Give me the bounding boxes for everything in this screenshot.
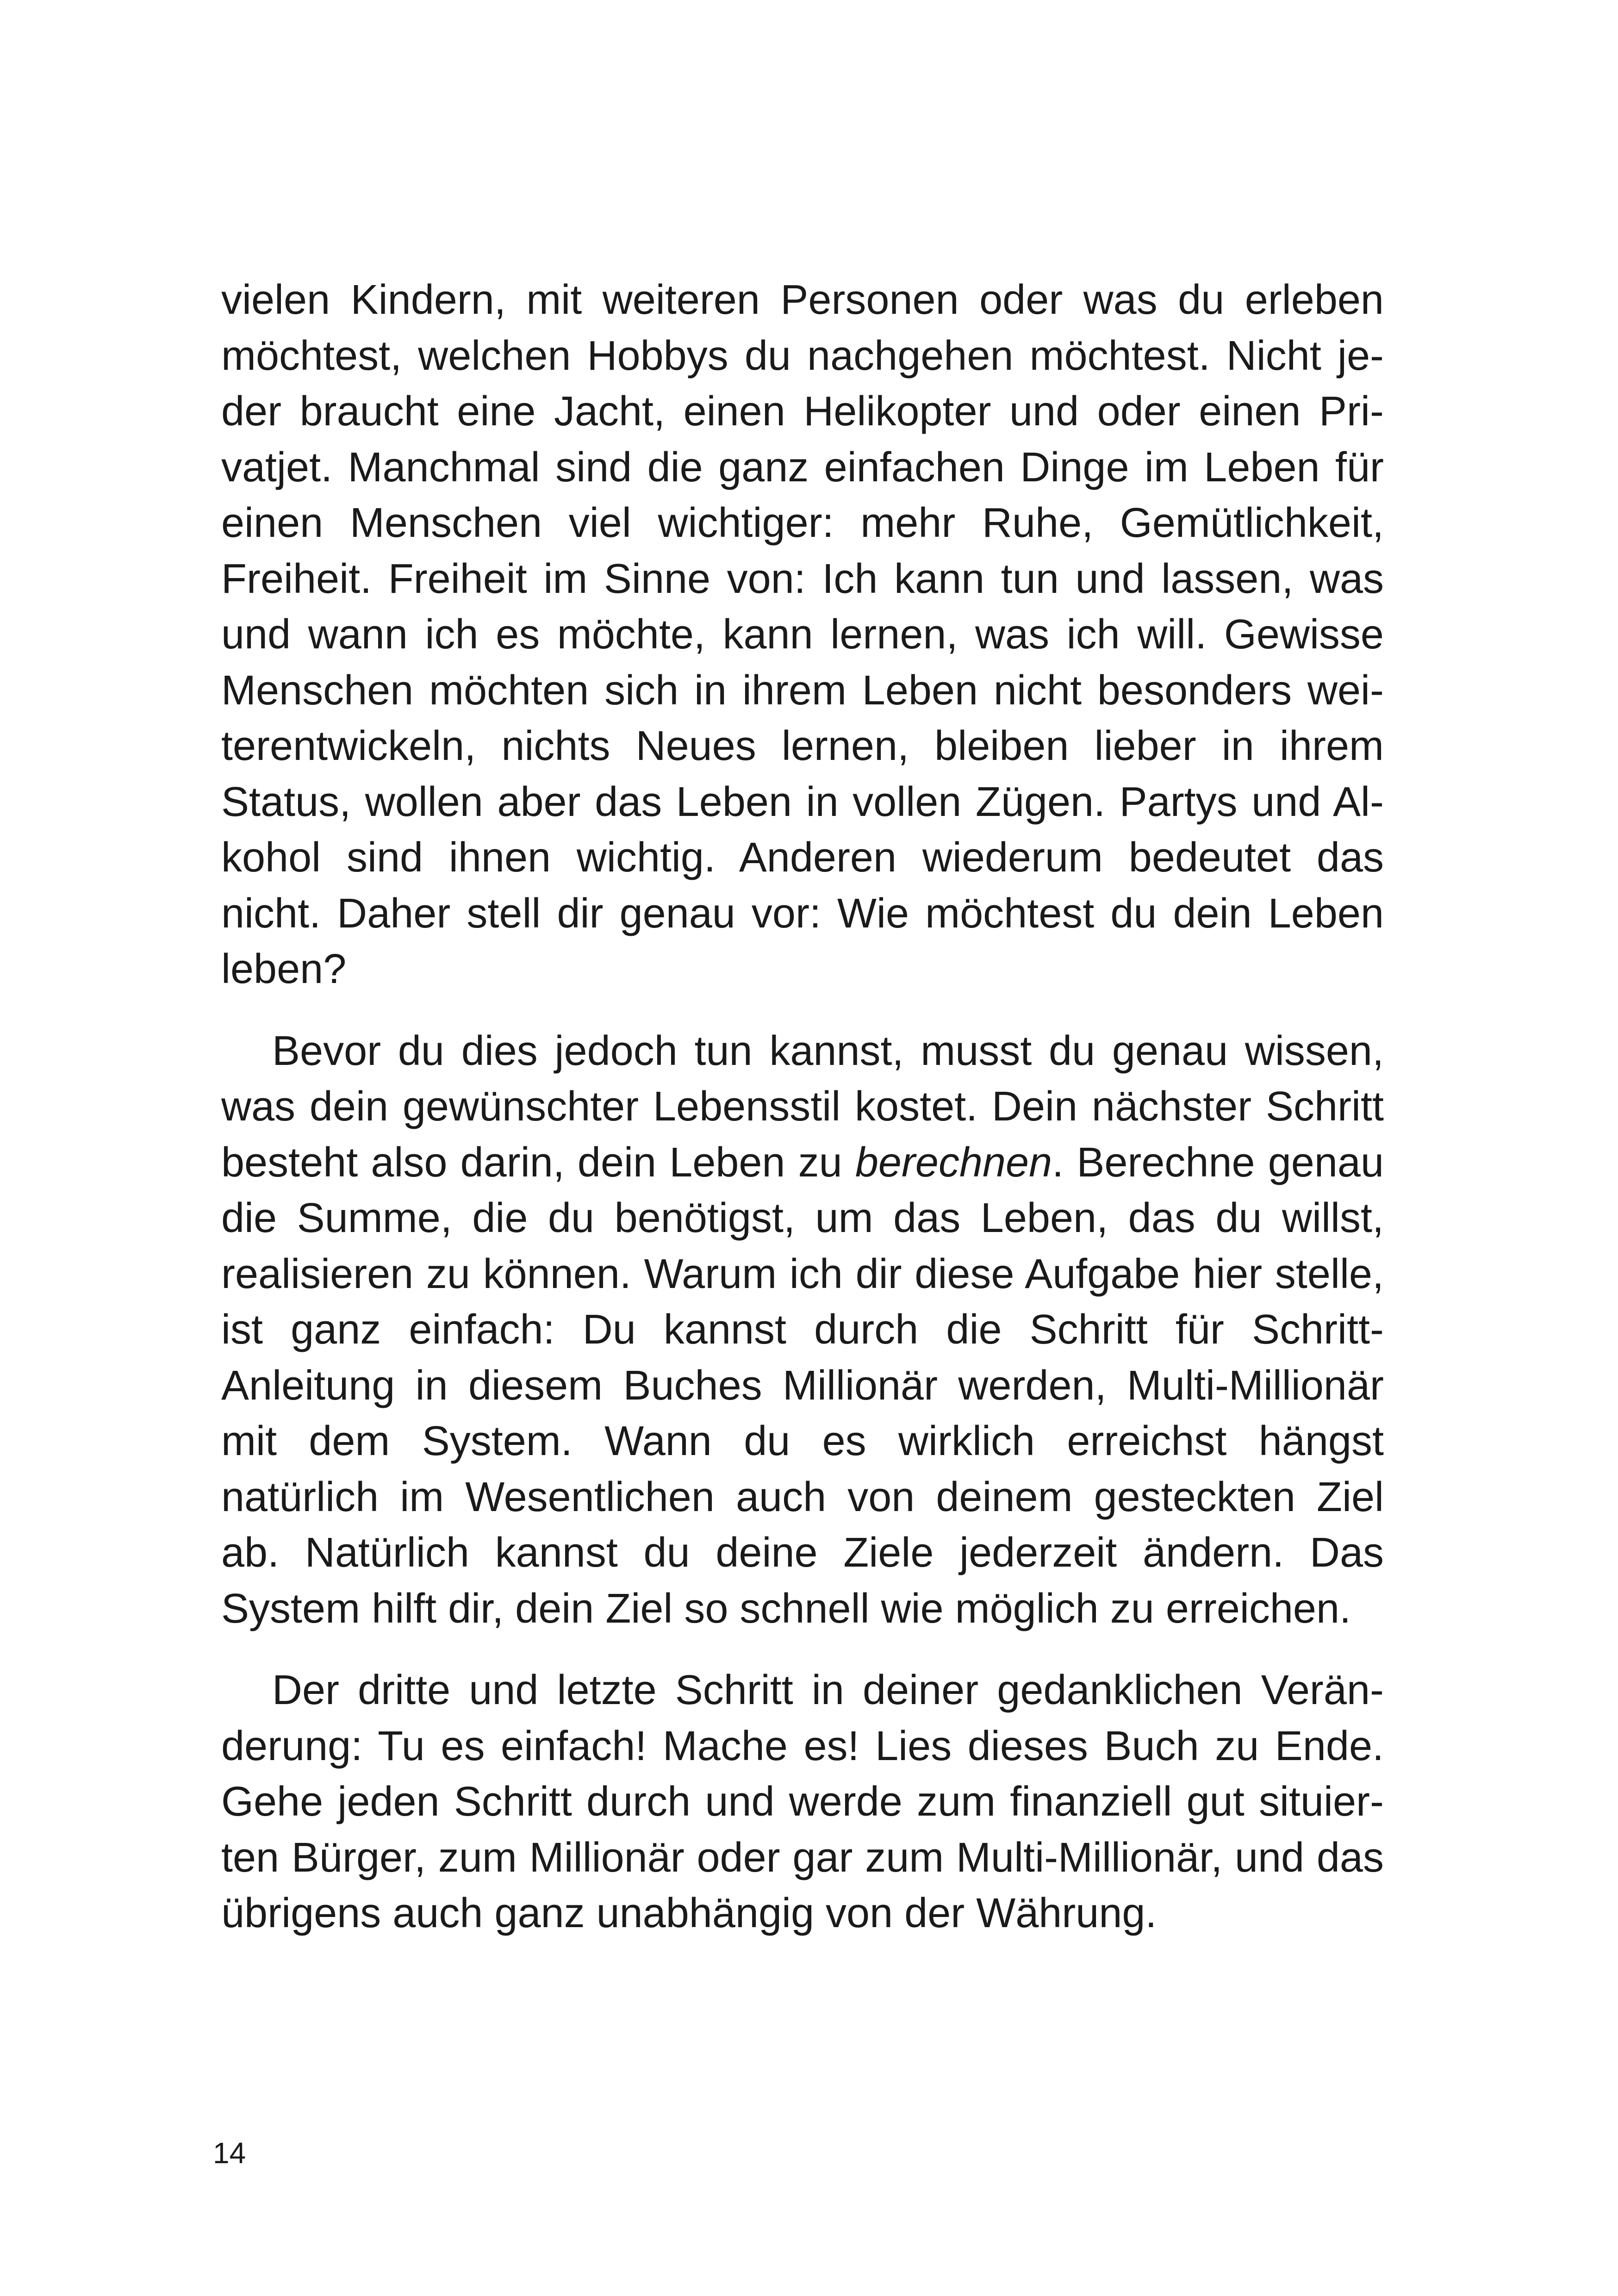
paragraph-1 [221,272,1384,997]
paragraph-3 [221,1662,1384,1941]
paragraph-2 [221,1023,1384,1637]
paragraph-2-text-end: . Berechne genau die Summe, die du benötigst, um das Leben, das du willst, realisieren zu können. Warum ich dir diese Aufgabe hier stelle, ist ganz einfach: Du kannst durch die Schritt für Schritt-Anleitung in diesem Buches Millionär werden, Multi-Millionär mit dem System. Wann du es wirklich erreichst hängst natürlich im Wesentlichen auch von deinem gesteckten Ziel ab. Natürlich kannst du deine Ziele jederzeit ändern. Das System hilft dir, dein Ziel so schnell wie möglich zu erreichen. [221,1139,1384,1632]
paragraph-3-text: Der dritte und letzte Schritt in deiner gedanklichen Veränderung: Tu es einfach! Mache es! Lies dieses Buch zu Ende. Gehe jeden Schritt durch und werde zum finanziell gut situierten Bürger, zum Millionär oder gar zum Multi-Millionär, und das übrigens auch ganz unabhängig von der Währung. [221,1667,1384,1936]
paragraph-2-text-start: Bevor du dies jedoch tun kannst, musst du genau wissen, was dein gewünschter Lebensstil kostet. Dein nächster Schritt besteht also darin, dein Leben zu [221,1027,1384,1186]
body-text [221,272,1384,1941]
emphasis-berechnen: berechnen [855,1139,1052,1186]
page-number: 14 [213,2136,246,2170]
paragraph-1-text: vielen Kindern, mit weiteren Personen oder was du erleben möchtest, welchen Hobbys du nachgehen möchtest. Nicht jeder braucht eine Jacht, einen Helikopter und oder einen Privatjet. Manchmal sind die ganz einfachen Dinge im Leben für einen Menschen viel wichtiger: mehr Ruhe, Gemütlichkeit, Freiheit. Freiheit im Sinne von: Ich kann tun und lassen, was und wann ich es möchte, kann lernen, was ich will. Gewisse Menschen möchten sich in ihrem Leben nicht besonders weiterentwickeln, nichts Neues lernen, bleiben lieber in ihrem Status, wollen aber das Leben in vollen Zügen. Partys und Alkohol sind ihnen wichtig. Anderen wiederum bedeutet das nicht. Daher stell dir genau vor: Wie möchtest du dein Leben leben? [221,277,1384,992]
